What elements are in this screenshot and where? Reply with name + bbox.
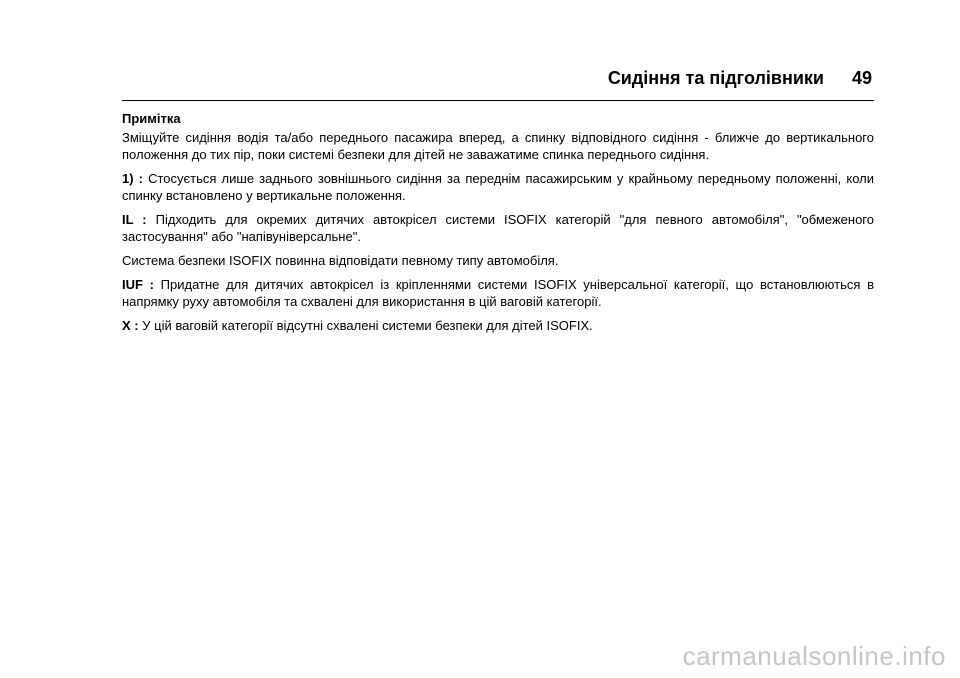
- section-title: Сидіння та підголівники: [607, 68, 824, 88]
- definition-text: Система безпеки ISOFIX повинна відповідати певному типу автомобіля.: [122, 253, 559, 268]
- note-heading: Примітка: [122, 111, 181, 126]
- definition-x: [122, 317, 874, 334]
- definition-text: Стосується лише заднього зовнішнього сидіння за переднім пасажирським у крайньому передньому положенні, коли спинку встановлено у вертикальне положення.: [122, 171, 874, 203]
- page-header: [122, 62, 874, 101]
- page-content: [122, 110, 874, 341]
- definition-term: IL :: [122, 212, 147, 227]
- definition-il: [122, 211, 874, 245]
- page-number: 49: [851, 68, 872, 88]
- definition-1: [122, 170, 874, 204]
- definition-term: 1) :: [122, 171, 143, 186]
- definition-term: IUF :: [122, 277, 154, 292]
- definition-text: Підходить для окремих дитячих автокрісел системи ISOFIX категорій "для певного автомобіля", "обмеженого застосування" або "напівуніверсальне".: [122, 212, 874, 244]
- definition-text: У цій ваговій категорії відсутні схвалені системи безпеки для дітей ISOFIX.: [142, 318, 593, 333]
- watermark: carmanualsonline.info: [682, 641, 946, 671]
- definition-text: Придатне для дитячих автокрісел із кріпленнями системи ISOFIX універсальної категорії, що встановлюються в напрямку руху автомобіля та схвалені для використання в цій ваговій категорії.: [122, 277, 875, 309]
- definition-term: X :: [122, 318, 139, 333]
- note-text: Зміщуйте сидіння водія та/або переднього пасажира вперед, а спинку відповідного сидіння - ближче до вертикального положення до тих пір, поки системі безпеки для дітей не заважатиме спинка переднього сидіння.: [122, 130, 874, 162]
- definition-iuf: [122, 276, 874, 310]
- isofix-compatibility-note: [122, 252, 874, 269]
